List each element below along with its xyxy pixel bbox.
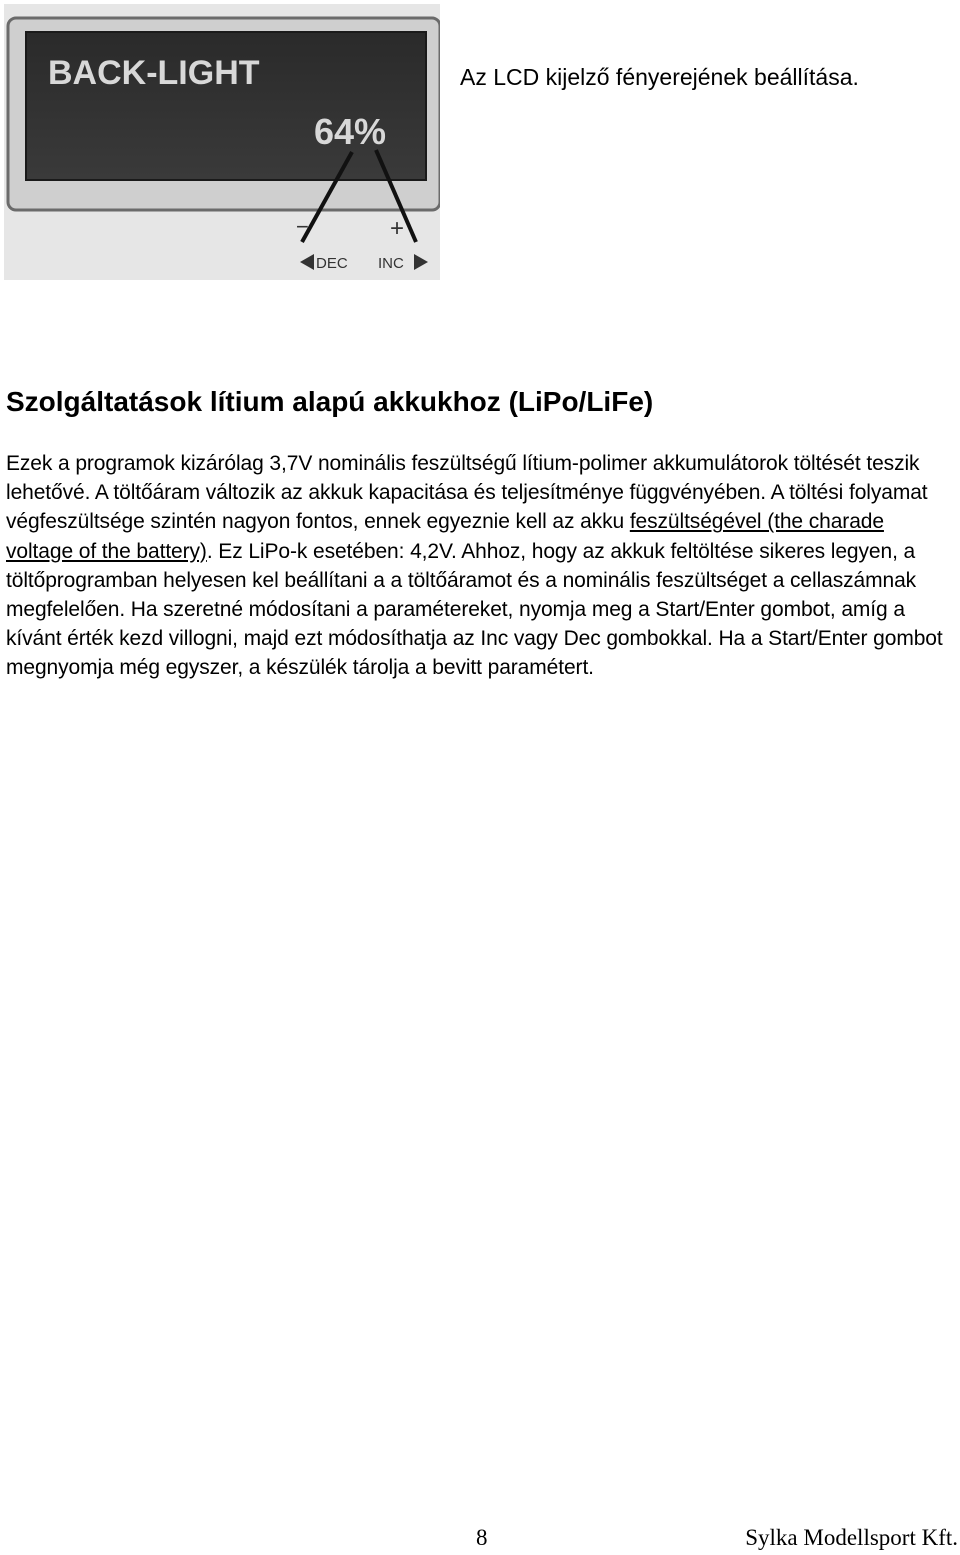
section-heading: Szolgáltatások lítium alapú akkukhoz (LiPo/LiFe) [6, 386, 654, 417]
page-number: 8 [476, 1525, 488, 1550]
minus-sign: − [296, 214, 309, 239]
lcd-value-text: 64% [314, 111, 387, 152]
lcd-line1-text: BACK-LIGHT [48, 54, 260, 92]
dec-label: DEC [316, 255, 348, 272]
section-paragraph [6, 449, 951, 683]
paragraph-part2: . Ez LiPo-k esetében: 4,2V. Ahhoz, hogy az akkuk feltöltése sikeres legyen, a töltőprogramban helyesen kel beállítani a a töltőáramot és a nominális feszültséget a cellaszámnak megfelelően. Ha szeretné módosítani a paramétereket, nyomja meg a Start/Enter gombot, amíg a kívánt érték kezd villogni, majd ezt módosíthatja az Inc vagy Dec gombokkal. Ha a Start/Enter gombot megnyomja még egyszer, a készülék tárolja a bevitt paramétert. [6, 539, 943, 680]
inc-label: INC [378, 255, 404, 272]
lcd-backlight-photo [4, 4, 440, 280]
paragraph-underlined: feszültségével (the charade voltage of the battery) [6, 510, 884, 563]
footer-company: Sylka Modellsport Kft. [745, 1525, 958, 1550]
figure-caption: Az LCD kijelző fényerejének beállítása. [460, 64, 859, 90]
plus-sign: + [390, 215, 405, 242]
lcd-photo-drawing [4, 4, 440, 280]
paragraph-part1: Ezek a programok kizárólag 3,7V nominális feszültségű lítium-polimer akkumulátorok töltését teszik lehetővé. A töltőáram változik az akkuk kapacitása és teljesítménye függvényében. A töltési folyamat végfeszültsége szintén nagyon fontos, ennek egyeznie kell az akku [6, 452, 928, 534]
